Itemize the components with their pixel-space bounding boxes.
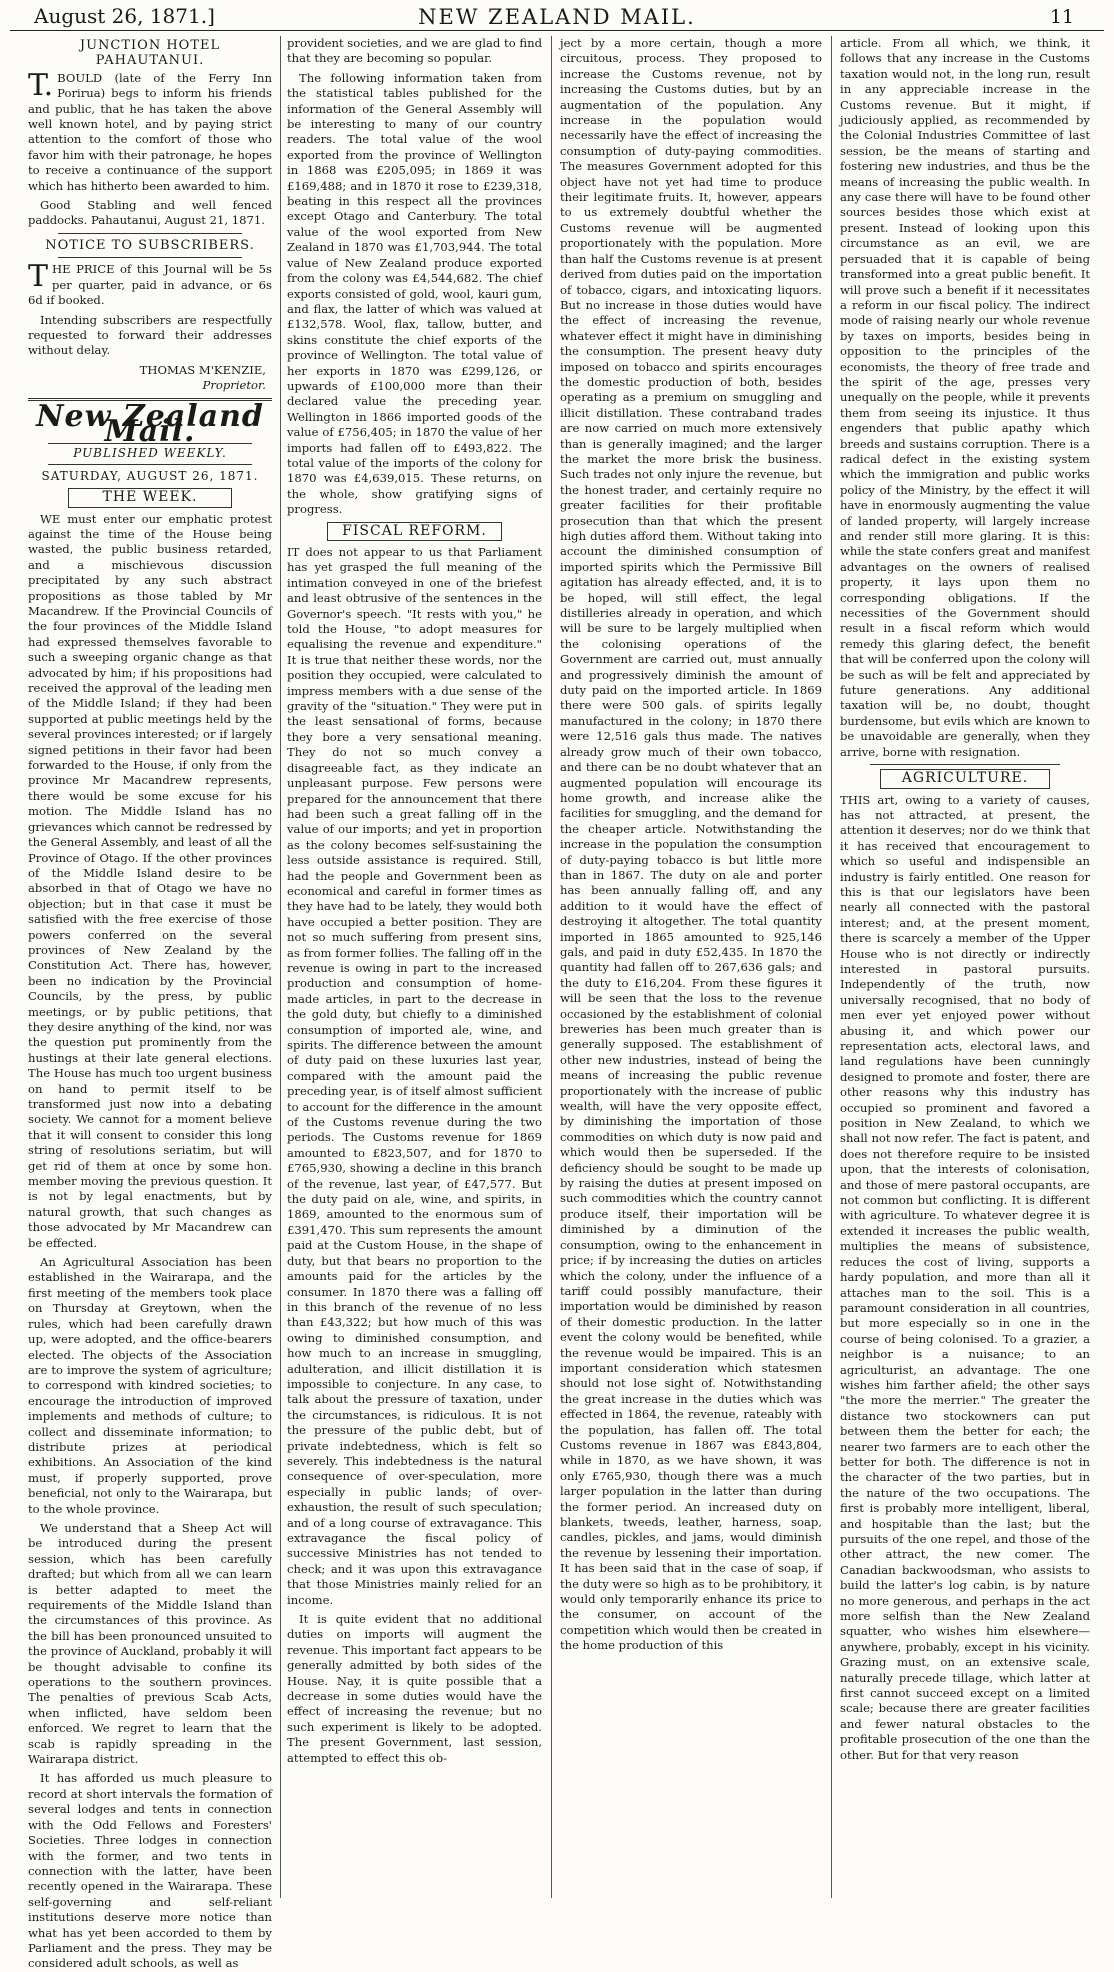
divider xyxy=(58,233,242,234)
notice-text-body: HE PRICE of this Journal will be 5s per quarter, paid in advance, or 6s 6d if booked. xyxy=(28,262,272,308)
week-paragraph: The following information taken from the statistical tables published for the information of the General Assembly will be interesting to many of our country readers. The total value of the wool exported from the province of Wellington in 1868 was £205,095; in 1869 it was £169,488; and in 1870 it rose to £239,318, beating in this respect all the provinces except Otago and Canterbury. The total value of the wool exported from New Zealand in 1870 was £1,703,944. The total value of New Zealand produce exported from the colony was £4,544,682. The chief exports consisted of gold, wool, kauri gum, and flax, the latter of which was valued at £132,578. Wool, flax, tallow, butter, and skins constitute the chief exports of the province of Wellington. The total value of her exports in 1870 was £299,126, or upwards of £100,000 more than their declared value the preceding year. Wellington in 1866 imported goods of the value of £756,405; in 1870 the value of her imports had fallen off to £493,822. The total value of the imports of the colony for 1870 was £4,639,015. These returns, on the whole, show gratifying signs of progress. xyxy=(287,70,542,517)
column-3 xyxy=(560,36,822,1896)
week-paragraph: We understand that a Sheep Act will be introduced during the present session, which has been carefully drafted; but which from all we can learn is better adapted to meet the requirements of the Middle Island than the circumstances of this province. As the bill has been pronounced unsuited to the province of Auckland, probably it will be thought advisable to confine its operations to the southern provinces. The penalties of previous Scab Acts, when inflicted, have seldom been enforced. We regret to learn that the scab is rapidly spreading in the Wairarapa district. xyxy=(28,1520,272,1767)
fiscal-reform-heading: FISCAL REFORM. xyxy=(327,522,502,541)
column-4 xyxy=(840,36,1090,1896)
agriculture-heading: AGRICULTURE. xyxy=(880,769,1050,788)
notice-signature: THOMAS M'KENZIE, xyxy=(139,362,266,377)
column-2 xyxy=(287,36,542,1896)
fiscal-paragraph: article. From all which, we think, it follows that any increase in the Customs taxation would not, in the long run, result in any appreciable increase in the Customs revenue. But it might, if judiciously applied, as recommended by the Colonial Industries Committee of last session, be the means of starting and fostering new industries, and thus be the means of increasing the public wealth. In any case there will have to be found other sources besides those which exist at present. Instead of looking upon this circumstance as an evil, we are persuaded that it is capable of being transformed into a great public benefit. It will prove such a benefit if it necessitates a reform in our fiscal policy. The indirect mode of raising nearly our whole revenue by taxes on imports, besides being in opposition to the principles of the economists, the theory of free trade and the spirit of the age, presses very unequally on the people, while it prevents them from seeing its injustice. It thus engenders that public apathy which breeds and sustains corruption. There is a radical defect in the existing system which the immigration and public works policy of the Ministry, by the effect it will have in enormously augmenting the value of landed property, will largely increase and render still more glaring. It is this: while the state confers great and manifest advantages on the owners of realised property, it lays upon them no corresponding obligations. If the necessities of the Government should result in a fiscal reform which would remedy this glaring defect, the benefit that will be conferred upon the colony will be such as will be felt and appreciated by future generations. Any additional taxation will be, no doubt, thought burdensome, but evils which are known to be unavoidable are generally, when they arrive, borne with resignation. xyxy=(840,36,1090,759)
the-week-heading: THE WEEK. xyxy=(68,488,232,507)
junction-hotel-note: Good Stabling and well fenced paddocks. Pahautanui, August 21, 1871. xyxy=(28,198,272,228)
published-weekly: PUBLISHED WEEKLY. xyxy=(48,443,252,464)
page-header xyxy=(10,2,1104,31)
issue-dateline: SATURDAY, AUGUST 26, 1871. xyxy=(41,468,259,483)
fiscal-paragraph: It is quite evident that no additional duties on imports will augment the revenue. This important fact appears to be generally admitted by both sides of the House. Nay, it is quite possible that a decrease in some duties would have the effect of increasing the revenue; but no such experiment is likely to be adopted. The present Government, last session, attempted to effect this ob- xyxy=(287,1612,542,1765)
column-rule xyxy=(551,36,552,1898)
dropcap: T xyxy=(28,259,49,295)
divider xyxy=(870,764,1060,765)
fiscal-paragraph: ject by a more certain, though a more circuitous, process. They proposed to increase the Customs revenue, not by increasing the Customs duties, but by an augmentation of the population. Any increase in the population would necessarily have the effect of increasing the consumption of duty-paying commodities. The measures Government adopted for this object have not yet had time to produce their legitimate fruits. It, however, appears to us extremely doubtful whether the Customs revenue will be augmented proportionately with the population. More than half the Customs revenue is at present derived from duties paid on the importation of tobacco, cigars, and intoxicating liquors. But no increase in those duties would have the effect of increasing the revenue, whatever effect it might have in diminishing the consumption. The present heavy duty imposed on tobacco and spirits encourages the domestic production of both, besides operating as a premium on smuggling and illicit distillation. These contraband trades are now carried on much more extensively than is generally imagined; and the larger the market the more brisk the business. Such trades not only injure the revenue, but the honest trader, and certainly require no greater facilities for their profitable prosecution than that which the present high duties afford them. Without taking into account the diminished consumption of imported spirits which the Permissive Bill agitation has already effected, and, it is to be hoped, will still effect, the legal distilleries already in operation, and which will be sure to be largely multiplied when the colonising operations of the Government are carried out, must annually and progressively diminish the amount of duty paid on the imported article. In 1869 there were 500 gals. of spirits legally manufactured in the colony; in 1870 there were 12,516 gals thus made. The natives already grow much of their own tobacco, and there can be no doubt whatever that an augmented population will encourage its home growth, and increase alike the facilities for smuggling, and the demand for the cheaper article. Notwithstanding the increase in the population the consumption of duty-paying tobacco is but little more than in 1867. The duty on ale and porter has been annually falling off, and any addition to it would have the effect of destroying it altogether. The total quantity imported in 1865 amounted to 925,146 gals, and paid in duty £52,435. In 1870 the quantity had fallen off to 267,636 gals; and the duty to £16,204. From these figures it will be seen that the loss to the revenue occasioned by the establishment of colonial breweries has been much greater than is generally supposed. The establishment of other new industries, instead of being the means of increasing the public revenue proportionately with the increase of public wealth, will have the very opposite effect, by diminishing the importation of those commodities on which duty is now paid and which would then be superseded. If the deficiency should be sought to be made up by raising the duties at present imposed on such commodities which the country cannot produce itself, their importation will be diminished by a diminution of the consumption, owing to the enhancement in price; if by increasing the duties on articles which the colony, under the influence of a tariff could possibly manufacture, their importation would be diminished by reason of their domestic production. In the latter event the colony would be benefited, while the revenue would be impaired. This is an important consideration which statesmen should not lose sight of. Notwithstanding the great increase in the duties which was effected in 1864, the revenue, rateably with the population, has fallen off. The total Customs revenue in 1867 was £843,804, while in 1870, as we have shown, it was only £765,930, though there was a much larger population in the latter than during the former period. An increased duty on blankets, tweeds, leather, harness, soap, candles, pickles, and jams, would diminish the revenue by lessening their importation. It has been said that in the case of soap, if the duty were so high as to be prohibitory, it would only temporarily enhance its price to the consumer, on account of the competition which would then be created in the home production of this xyxy=(560,36,822,1653)
notice-text-2: Intending subscribers are respectfully requested to forward their addresses without delay. xyxy=(28,312,272,358)
notice-heading: NOTICE TO SUBSCRIBERS. xyxy=(45,237,255,253)
page-number: 11 xyxy=(1049,6,1074,28)
column-rule xyxy=(280,36,281,1898)
week-paragraph: An Agricultural Association has been established in the Wairarapa, and the first meeting of the members took place on Thursday at Greytown, when the rules, which had been carefully drawn up, were adopted, and the office-bearers elected. The objects of the Association are to improve the system of agriculture; to correspond with kindred societies; to encourage the introduction of improved implements and methods of culture; to collect and disseminate information; to distribute prizes at periodical exhibitions. An Association of the kind must, if properly supported, prove beneficial, not only to the Wairarapa, but to the whole province. xyxy=(28,1255,272,1516)
header-masthead: NEW ZEALAND MAIL. xyxy=(418,5,696,29)
fiscal-paragraph: IT does not appear to us that Parliament has yet grasped the full meaning of the intimation conveyed in one of the briefest and least obtrusive of the sentences in the Governor's speech. "It rests with you," he told the House, "to adopt measures for equalising the revenue and expenditure." It is true that neither these words, nor the position they occupied, were calculated to impress members with a due sense of the gravity of the "situation." They were put in the least sensational of forms, because they bore a very sensational meaning. They do not so much convey a disagreeable fact, as they indicate an unpleasant purpose. Few persons were prepared for the announcement that there had been such a great falling off in the value of our imports; and yet in proportion as the colony becomes self-sustaining the less outside assistance is required. Still, had the people and Government been as economical and careful in former times as they have had to be lately, they would both have occupied a better position. They are not so much suffering from present sins, as from former follies. The falling off in the revenue is owing in part to the increased production and consumption of home-made articles, in part to the decrease in the gold duty, but chiefly to a diminished consumption of imported ale, wine, and spirits. The difference between the amount of duty paid on these luxuries last year, compared with the amount paid the preceding year, is of itself almost sufficient to account for the difference in the amount of the Customs revenue during the two periods. The Customs revenue for 1869 amounted to £823,507, and for 1870 to £765,930, showing a decline in this branch of the revenue, last year, of £47,577. But the duty paid on ale, wine, and spirits, in 1869, amounted to the enormous sum of £391,470. This sum represents the amount paid at the Custom House, in the shape of duty, but that bears no proportion to the amounts paid for the articles by the consumer. In 1870 there was a falling off in this branch of the revenue of no less than £43,322; but how much of this was owing to diminished consumption, and how much to an increase in smuggling, adulteration, and illicit distillation it is impossible to conjecture. In any case, to talk about the pressure of taxation, under the circumstances, is ridiculous. It is not the pressure of the public debt, but of private indebtedness, which is felt so severely. This indebtedness is the natural consequence of over-speculation, more especially in public lands; of over-exhaustion, the result of such speculation; and of a long course of extravagance. This extravagance the fiscal policy of successive Ministries has not tended to check; and it was upon this extravagance that those Ministries mainly relied for an income. xyxy=(287,545,542,1607)
junction-hotel-text: BOULD (late of the Ferry Inn Porirua) begs to inform his friends and public, that he has taken the above well known hotel, and by paying strict attention to the comfort of those who favor him with their patronage, he hopes to receive a continuance of the support which has hitherto been awarded to him. xyxy=(28,70,272,193)
week-paragraph: provident societies, and we are glad to find that they are becoming so popular. xyxy=(287,36,542,66)
dropcap: T. xyxy=(28,67,54,103)
junction-hotel-heading: JUNCTION HOTEL PAHAUTANUI. xyxy=(79,38,221,69)
junction-hotel-ad xyxy=(28,67,272,194)
paper-title: New Zealand Mail. xyxy=(36,398,264,449)
notice-signature-title: Proprietor. xyxy=(202,378,266,393)
agriculture-paragraph: THIS art, owing to a variety of causes, has not attracted, at present, the attention it deserves; nor do we think that it has received that encouragement to which so useful and indispensible an industry is fairly entitled. One reason for this is that our legislators have been nearly all connected with the pastoral interest; and, at the present moment, there is scarcely a member of the Upper House who is not directly or indirectly interested in pastoral pursuits. Independently of the truth, now universally recognised, that no body of men ever yet enjoyed power without abusing it, and which power our representation acts, electoral laws, and land regulations have been cunningly designed to promote and foster, there are other reasons why this industry has occupied so prominent and favored a position in New Zealand, to which we shall not now refer. The fact is patent, and does not therefore require to be insisted upon, that the interests of colonisation, and those of mere pastoral occupants, are not common but conflicting. It is different with agriculture. To whatever degree it is extended it increases the public wealth, multiplies the means of subsistence, reduces the cost of living, supports a hardy population, and more than all it attaches man to the soil. This is a paramount consideration in all countries, but more especially so in one in the course of being colonised. To a grazier, a neighbor is a nuisance; to an agriculturist, an advantage. The one wishes him farther afield; the other says "the more the merrier." The greater the distance two stockowners can put between them the better for each; the nearer two farmers are to each other the better for both. The difference is not in the character of the two parties, but in the nature of the two occupations. The first is probably more intelligent, liberal, and hospitable than the last; but the pursuits of the one repel, and those of the other attract, the new comer. The Canadian backwoodsman, who assists to build the latter's log cabin, is by nature no more generous, and perhaps in the act more selfish than the New Zealand squatter, who wishes him elsewhere—anywhere, probably, except in his vicinity. Grazing must, on an extensive scale, naturally precede tillage, which latter at first cannot succeed except on a limited scale; because there are greater facilities and fewer natural obstacles to the profitable prosecution of the one than the other. But for that very reason xyxy=(840,792,1090,1762)
week-paragraph: WE must enter our emphatic protest against the time of the House being wasted, the public business retarded, and a mischievous discussion precipitated by any such abstract propositions as those tabled by Mr Macandrew. If the Provincial Councils of the four provinces of the Middle Island had expressed themselves favorable to such a sweeping organic change as that advocated by him; if his propositions had received the approval of the leading men of the Middle Island; if they had been supported at public meetings held by the several provinces interested; or if largely signed petitions in their favor had been forwarded to the House, if only from the province Mr Macandrew represents, there would be some excuse for his motion. The Middle Island has no grievances which cannot be redressed by the General Assembly, and least of all the Province of Otago. If the other provinces of the Middle Island desire to be absorbed in that of Otago we have no objection; but in that case it must be satisfied with the free exercise of those powers conferred on the several provinces of New Zealand by the Constitution Act. There has, however, been no indication by the Provincial Councils, by the press, by public meetings, or by public petitions, that they desire anything of the kind, nor was the question put prominently from the hustings at their late general elections. The House has much too urgent business on hand to permit itself to be transformed just now into a debating society. We cannot for a moment believe that it will consent to consider this long string of resolutions seriatim, but will get rid of them at once by some hon. member moving the previous question. It is not by legal enactments, but by natural growth, that such changes as those advocated by Mr Macandrew can be effected. xyxy=(28,511,272,1250)
column-rule xyxy=(831,36,832,1898)
column-1 xyxy=(28,36,272,1971)
week-paragraph: It has afforded us much pleasure to record at short intervals the formation of several lodges and tents in connection with the Odd Fellows and Foresters' Societies. Three lodges in connection with the former, and two tents in connection with the latter, have been recently opened in the Wairarapa. These self-governing and self-reliant institutions deserve more notice than what has yet been accorded to them by Parliament and the press. They may be considered adult schools, as well as xyxy=(28,1771,272,1971)
divider xyxy=(58,257,242,258)
notice-text xyxy=(28,259,272,308)
header-date: August 26, 1871.] xyxy=(34,4,215,28)
